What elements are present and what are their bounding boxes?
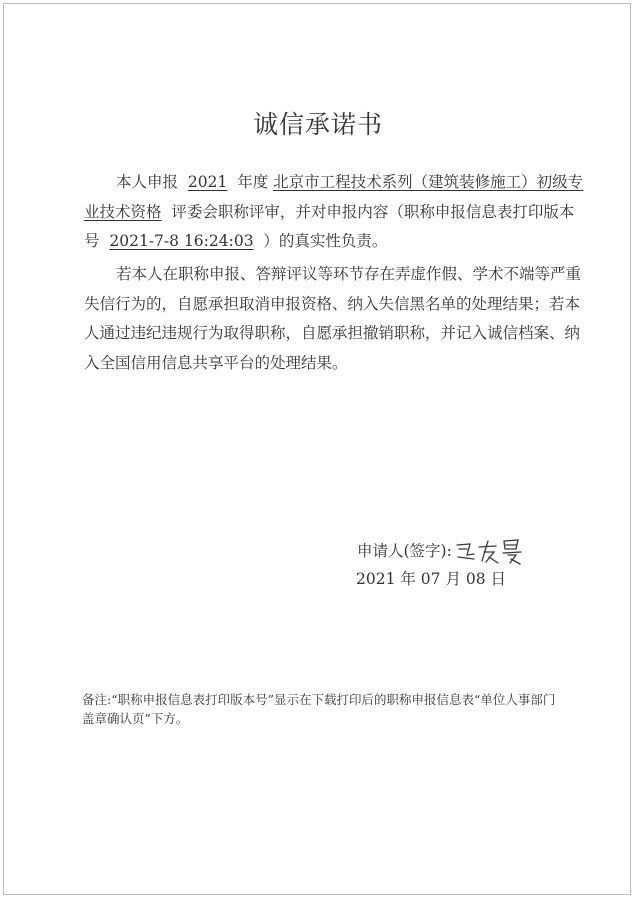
- declaration-year: 2021: [187, 173, 228, 191]
- paragraph-declaration: [84, 168, 584, 257]
- signature-label: 申请人(签字):: [357, 542, 452, 560]
- signature-date: 2021 年 07 月 08 日: [356, 570, 507, 588]
- paragraph-commitment: [84, 260, 584, 378]
- signature-line: [357, 537, 526, 567]
- declaration-text-1: 本人申报: [116, 173, 179, 191]
- footnote: [82, 690, 566, 728]
- declaration-series: 北京市工程技术系列（建筑装修施工）初级专业技术资格: [84, 173, 584, 221]
- handwritten-signature: [454, 537, 526, 567]
- declaration-text-3: 评委会职称评审，并对申报内容（职称申报信息表打印版本号: [84, 202, 575, 250]
- declaration-text-2: 年度: [237, 173, 269, 191]
- footnote-label: 备注:: [82, 692, 112, 707]
- commitment-text: 若本人在职称申报、答辩评议等环节存在弄虚作假、学术不端等严重失信行为的，自愿承担取消申报资格、纳入失信黑名单的处理结果；若本人通过违纪违规行为取得职称，自愿承担撤销职称，并记入诚信档案、纳入全国信用信息共享平台的处理结果。: [84, 265, 582, 372]
- declaration-text-4: ）的真实性负责。: [263, 232, 388, 250]
- document-title: 诚信承诺书: [252, 110, 383, 139]
- declaration-version: 2021-7-8 16:24:03: [109, 232, 254, 250]
- footnote-text: “职称申报信息表打印版本号”显示在下载打印后的职称申报信息表“单位人事部门盖章确认页”下方。: [82, 692, 556, 726]
